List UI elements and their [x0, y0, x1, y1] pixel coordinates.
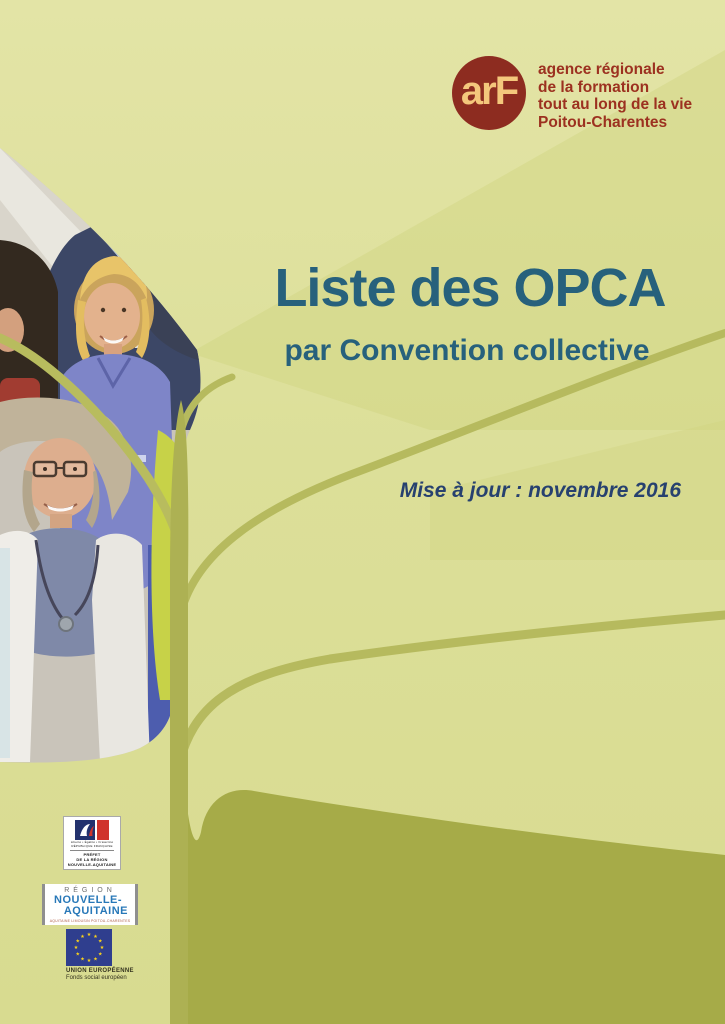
- tree-stem: [170, 400, 188, 1024]
- region-kicker: RÉGION: [64, 887, 116, 894]
- dark-bottom-leaf: [188, 790, 725, 1024]
- prefet-logo: [63, 816, 121, 870]
- svg-text:★: ★: [99, 945, 105, 952]
- svg-text:★: ★: [93, 956, 98, 963]
- french-flag-marianne-icon: [75, 820, 109, 840]
- eu-logo-text: [66, 968, 176, 982]
- arf-logo-circle: [452, 56, 526, 130]
- svg-text:★: ★: [75, 938, 80, 945]
- svg-text:★: ★: [80, 956, 85, 963]
- region-name-line: NOUVELLE-: [54, 894, 123, 906]
- prefet-name-line: NOUVELLE-AQUITAINE: [67, 861, 117, 867]
- region-name-line: AQUITAINE: [63, 905, 128, 917]
- prefet-motto-line: RÉPUBLIQUE FRANÇAISE: [71, 843, 113, 848]
- arf-logo-line: Poitou-Charentes: [538, 113, 668, 131]
- svg-text:★: ★: [80, 933, 85, 940]
- arf-logo-line: agence régionale: [538, 61, 665, 78]
- svg-text:★: ★: [73, 945, 79, 952]
- page-title: Liste des OPCA: [274, 258, 666, 318]
- region-caption: AQUITAINE LIMOUSIN POITOU-CHARENTES: [49, 919, 131, 923]
- svg-text:★: ★: [93, 933, 98, 940]
- svg-text:★: ★: [86, 932, 92, 939]
- region-nouvelle-aquitaine-logo: [42, 884, 138, 925]
- prefet-name-line: PRÉFET: [83, 852, 101, 858]
- arf-logo-monogram: arF: [460, 68, 518, 113]
- arf-logo-line: tout au long de la vie: [538, 96, 693, 113]
- eu-caption: Fonds social européen: [66, 975, 127, 981]
- svg-text:★: ★: [75, 951, 80, 958]
- update-date: Mise à jour : novembre 2016: [399, 479, 681, 502]
- svg-text:★: ★: [98, 938, 103, 945]
- prefet-name-line: DE LA RÉGION: [76, 856, 108, 862]
- arf-logo-text: [538, 61, 725, 131]
- eu-flag-icon: [66, 929, 112, 966]
- arf-logo-line: de la formation: [538, 78, 650, 96]
- prefet-divider: [70, 850, 114, 851]
- svg-text:★: ★: [98, 951, 103, 958]
- eu-name: UNION EUROPÉENNE: [66, 968, 134, 974]
- svg-text:★: ★: [86, 958, 92, 965]
- page-subtitle: par Convention collective: [284, 334, 650, 367]
- prefet-motto-line: Liberté • Égalité • Fraternité: [70, 840, 114, 844]
